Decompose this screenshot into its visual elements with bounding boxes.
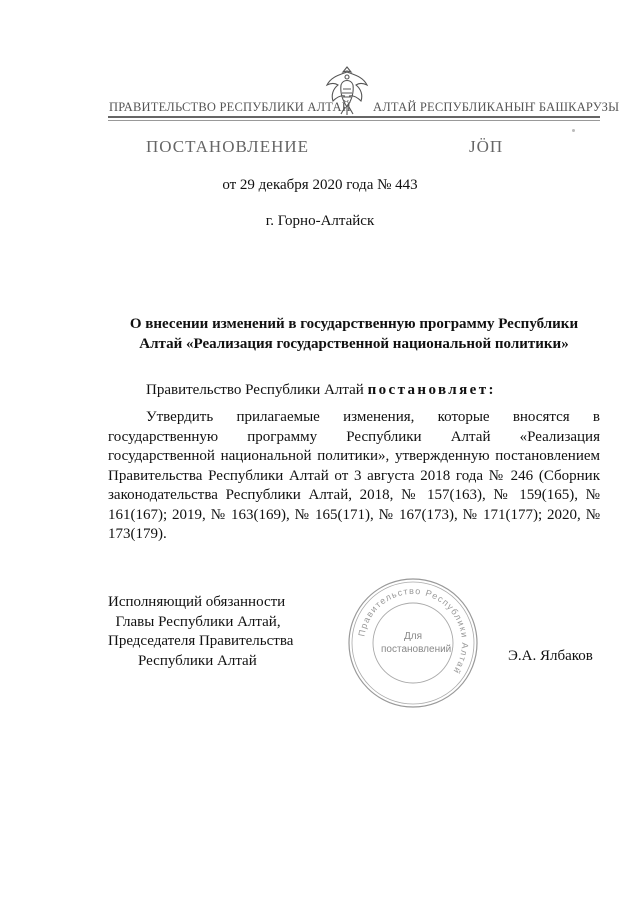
- stamp-center-text: [381, 630, 452, 656]
- document-title-line: О внесении изменений в государственную программу Республики: [129, 316, 579, 332]
- stamp-center-line: постановлений: [381, 644, 452, 655]
- signatory-position-line: Исполняющий обязанности: [108, 594, 286, 610]
- preamble-verb: постановляет:: [367, 382, 496, 398]
- government-title-alt: АЛТАЙ РЕСПУБЛИКАНЫҤ БАШКАРУЗЫ: [373, 100, 620, 114]
- document-title-line: Алтай «Реализация государственной национальной политики»: [139, 336, 569, 352]
- signatory-name: Э.А. Ялбаков: [508, 648, 593, 664]
- document-type-alt: ЈӦП: [469, 137, 504, 156]
- stamp-center-line: Для: [403, 631, 423, 642]
- signatory-position-line: Главы Республики Алтай,: [108, 613, 281, 630]
- signatory-position: [108, 593, 293, 671]
- preamble-subject: Правительство Республики Алтай: [146, 382, 364, 398]
- scan-speck: [572, 129, 575, 132]
- signatory-position-line: Председателя Правительства: [108, 633, 294, 649]
- document-type-ru: ПОСТАНОВЛЕНИЕ: [146, 137, 310, 156]
- resolution-body: Утвердить прилагаемые изменения, которые вносятся в государственную программу Республики Алтай «Реализация государственной национальной политики», утвержденную постановлением Правительства Республики Алтай от 3 августа 2018 года № 246 (Сборник законодательства Республики Алтай, 2018, № 157(163), № 159(165), № 161(167); 2019, № 163(169), № 165(171), № 167(173), № 171(177); 2020, № 173(179).: [108, 409, 600, 542]
- government-title-ru: ПРАВИТЕЛЬСТВО РЕСПУБЛИКИ АЛТАЙ: [109, 100, 351, 114]
- letterhead-rule-thin: [108, 120, 600, 121]
- preamble: [146, 382, 496, 399]
- document-title: [108, 314, 600, 354]
- stamp-ring-text: Правительство Республики Алтай: [356, 585, 471, 677]
- document-city: г. Горно-Алтайск: [265, 213, 375, 229]
- signatory-position-line: Республики Алтай: [108, 652, 257, 669]
- letterhead-rule: [108, 116, 600, 118]
- document-date-number: от 29 декабря 2020 года № 443: [222, 177, 418, 193]
